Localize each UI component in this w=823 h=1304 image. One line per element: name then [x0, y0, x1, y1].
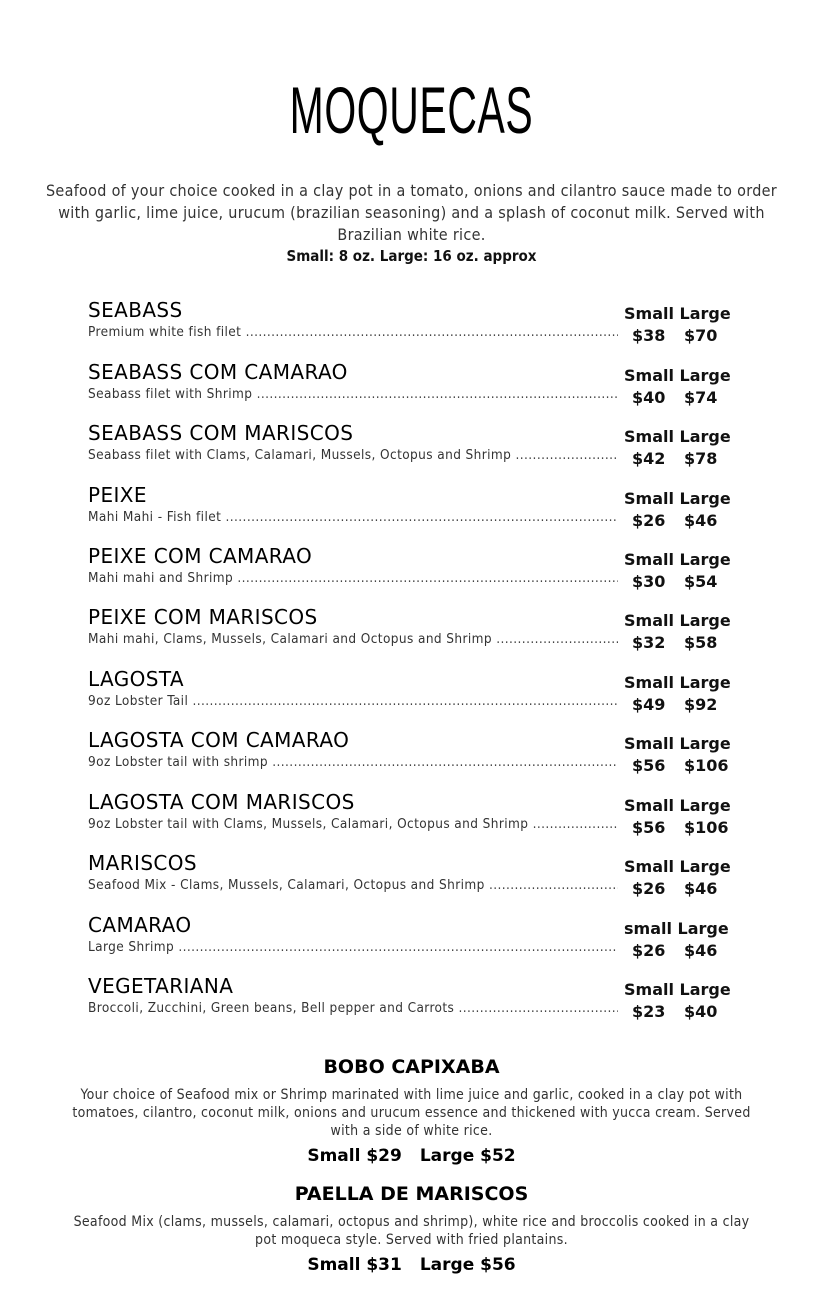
price-small: Small $29 — [307, 1146, 402, 1166]
price-row — [632, 695, 742, 714]
section-paella-de-mariscos — [0, 1183, 823, 1275]
menu-item-lagosta-com-camarao — [88, 728, 738, 784]
section-description: Your choice of Seafood mix or Shrimp marinated with lime juice and garlic, cooked in a clay pot with tomatoes, cilantro, coconut milk, onions and urucum essence and thickened with yucca cream. Served with a side of white rice. — [72, 1087, 751, 1139]
price-small: $42 — [632, 449, 666, 468]
price-row — [632, 449, 742, 468]
price-large: Large $52 — [419, 1146, 516, 1166]
size-labels: Small Large — [624, 857, 731, 876]
item-name: SEABASS COM CAMARAO — [88, 360, 348, 384]
item-description: Broccoli, Zucchini, Green beans, Bell pepper and Carrots ..... — [88, 1000, 618, 1016]
item-name: SEABASS — [88, 298, 183, 322]
menu-item-camarao — [88, 913, 738, 969]
section-title: BOBO CAPIXABA — [323, 1056, 500, 1078]
price-large: Large $56 — [419, 1255, 516, 1275]
price-large: $46 — [684, 941, 718, 960]
size-labels: Small Large — [624, 304, 731, 323]
item-description: Large Shrimp ..... — [88, 939, 618, 955]
price-small: $26 — [632, 879, 666, 898]
price-row — [632, 1002, 742, 1021]
item-description: Seabass filet with Shrimp ..... — [88, 386, 618, 402]
item-name: MARISCOS — [88, 851, 198, 875]
price-large: $106 — [684, 756, 729, 775]
price-small: $23 — [632, 1002, 666, 1021]
size-labels: small Large — [624, 919, 729, 938]
price-large: $78 — [684, 449, 718, 468]
price-small: $49 — [632, 695, 666, 714]
menu-item-seabass-com-camarao — [88, 360, 738, 416]
menu-item-lagosta — [88, 667, 738, 723]
size-labels: Small Large — [624, 611, 731, 630]
price-large: $54 — [684, 572, 718, 591]
item-description: 9oz Lobster tail with Clams, Mussels, Calamari, Octopus and Shrimp ..... — [88, 816, 618, 832]
size-labels: Small Large — [624, 734, 731, 753]
price-row — [632, 572, 742, 591]
price-large: $46 — [684, 511, 718, 530]
item-description: Seafood Mix - Clams, Mussels, Calamari, Octopus and Shrimp ..... — [88, 877, 618, 893]
size-labels: Small Large — [624, 366, 731, 385]
item-description: 9oz Lobster tail with shrimp ..... — [88, 754, 618, 770]
menu-item-lagosta-com-mariscos — [88, 790, 738, 846]
sizes-note: Small: 8 oz. Large: 16 oz. approx — [286, 247, 537, 265]
item-name: VEGETARIANA — [88, 974, 234, 998]
section-price — [0, 1146, 823, 1166]
item-name: SEABASS COM MARISCOS — [88, 421, 354, 445]
size-labels: Small Large — [624, 673, 731, 692]
item-description: Mahi Mahi - Fish filet ..... — [88, 509, 618, 525]
price-large: $40 — [684, 1002, 718, 1021]
section-bobo-capixaba — [0, 1056, 823, 1166]
section-description: Seafood Mix (clams, mussels, calamari, octopus and shrimp), white rice and broccolis cooked in a clay pot moqueca style. Served with fried plantains. — [73, 1214, 750, 1248]
price-small: $40 — [632, 388, 666, 407]
item-name: PEIXE — [88, 483, 147, 507]
item-name: PEIXE COM MARISCOS — [88, 605, 318, 629]
price-row — [632, 941, 742, 960]
item-description: Mahi mahi and Shrimp ..... — [88, 570, 618, 586]
price-small: $56 — [632, 818, 666, 837]
price-large: $92 — [684, 695, 718, 714]
menu-item-peixe-com-mariscos — [88, 605, 738, 661]
price-small: $32 — [632, 633, 666, 652]
menu-item-peixe-com-camarao — [88, 544, 738, 600]
price-large: $46 — [684, 879, 718, 898]
section-price — [0, 1255, 823, 1275]
menu-title: MOQUECAS — [289, 73, 534, 147]
price-small: $30 — [632, 572, 666, 591]
price-row — [632, 633, 742, 652]
size-labels: Small Large — [624, 489, 731, 508]
item-description: Premium white fish filet ..... — [88, 324, 618, 340]
menu-item-peixe — [88, 483, 738, 539]
section-title: PAELLA DE MARISCOS — [294, 1183, 529, 1205]
price-small: $56 — [632, 756, 666, 775]
size-labels: Small Large — [624, 796, 731, 815]
price-row — [632, 326, 742, 345]
price-row — [632, 511, 742, 530]
price-large: $106 — [684, 818, 729, 837]
item-description: Seabass filet with Clams, Calamari, Mussels, Octopus and Shrimp ..... — [88, 447, 618, 463]
price-large: $74 — [684, 388, 718, 407]
size-labels: Small Large — [624, 550, 731, 569]
item-name: LAGOSTA COM CAMARAO — [88, 728, 350, 752]
menu-item-seabass-com-mariscos — [88, 421, 738, 477]
price-small: $26 — [632, 941, 666, 960]
menu-item-vegetariana — [88, 974, 738, 1030]
item-name: LAGOSTA COM MARISCOS — [88, 790, 355, 814]
price-small: Small $31 — [307, 1255, 402, 1275]
price-row — [632, 879, 742, 898]
size-labels: Small Large — [624, 980, 731, 999]
price-large: $58 — [684, 633, 718, 652]
price-large: $70 — [684, 326, 718, 345]
item-name: PEIXE COM CAMARAO — [88, 544, 313, 568]
price-small: $26 — [632, 511, 666, 530]
price-row — [632, 388, 742, 407]
item-name: CAMARAO — [88, 913, 192, 937]
menu-item-mariscos — [88, 851, 738, 907]
item-description: Mahi mahi, Clams, Mussels, Calamari and Octopus and Shrimp ..... — [88, 631, 618, 647]
price-small: $38 — [632, 326, 666, 345]
size-labels: Small Large — [624, 427, 731, 446]
item-description: 9oz Lobster Tail ..... — [88, 693, 618, 709]
menu-intro: Seafood of your choice cooked in a clay pot in a tomato, onions and cilantro sauce made to order with garlic, lime juice, urucum (brazilian seasoning) and a splash of coconut milk. Served with Brazilian white rice. — [45, 181, 778, 244]
price-row — [632, 756, 742, 775]
price-row — [632, 818, 742, 837]
item-name: LAGOSTA — [88, 667, 185, 691]
menu-item-seabass — [88, 298, 738, 354]
